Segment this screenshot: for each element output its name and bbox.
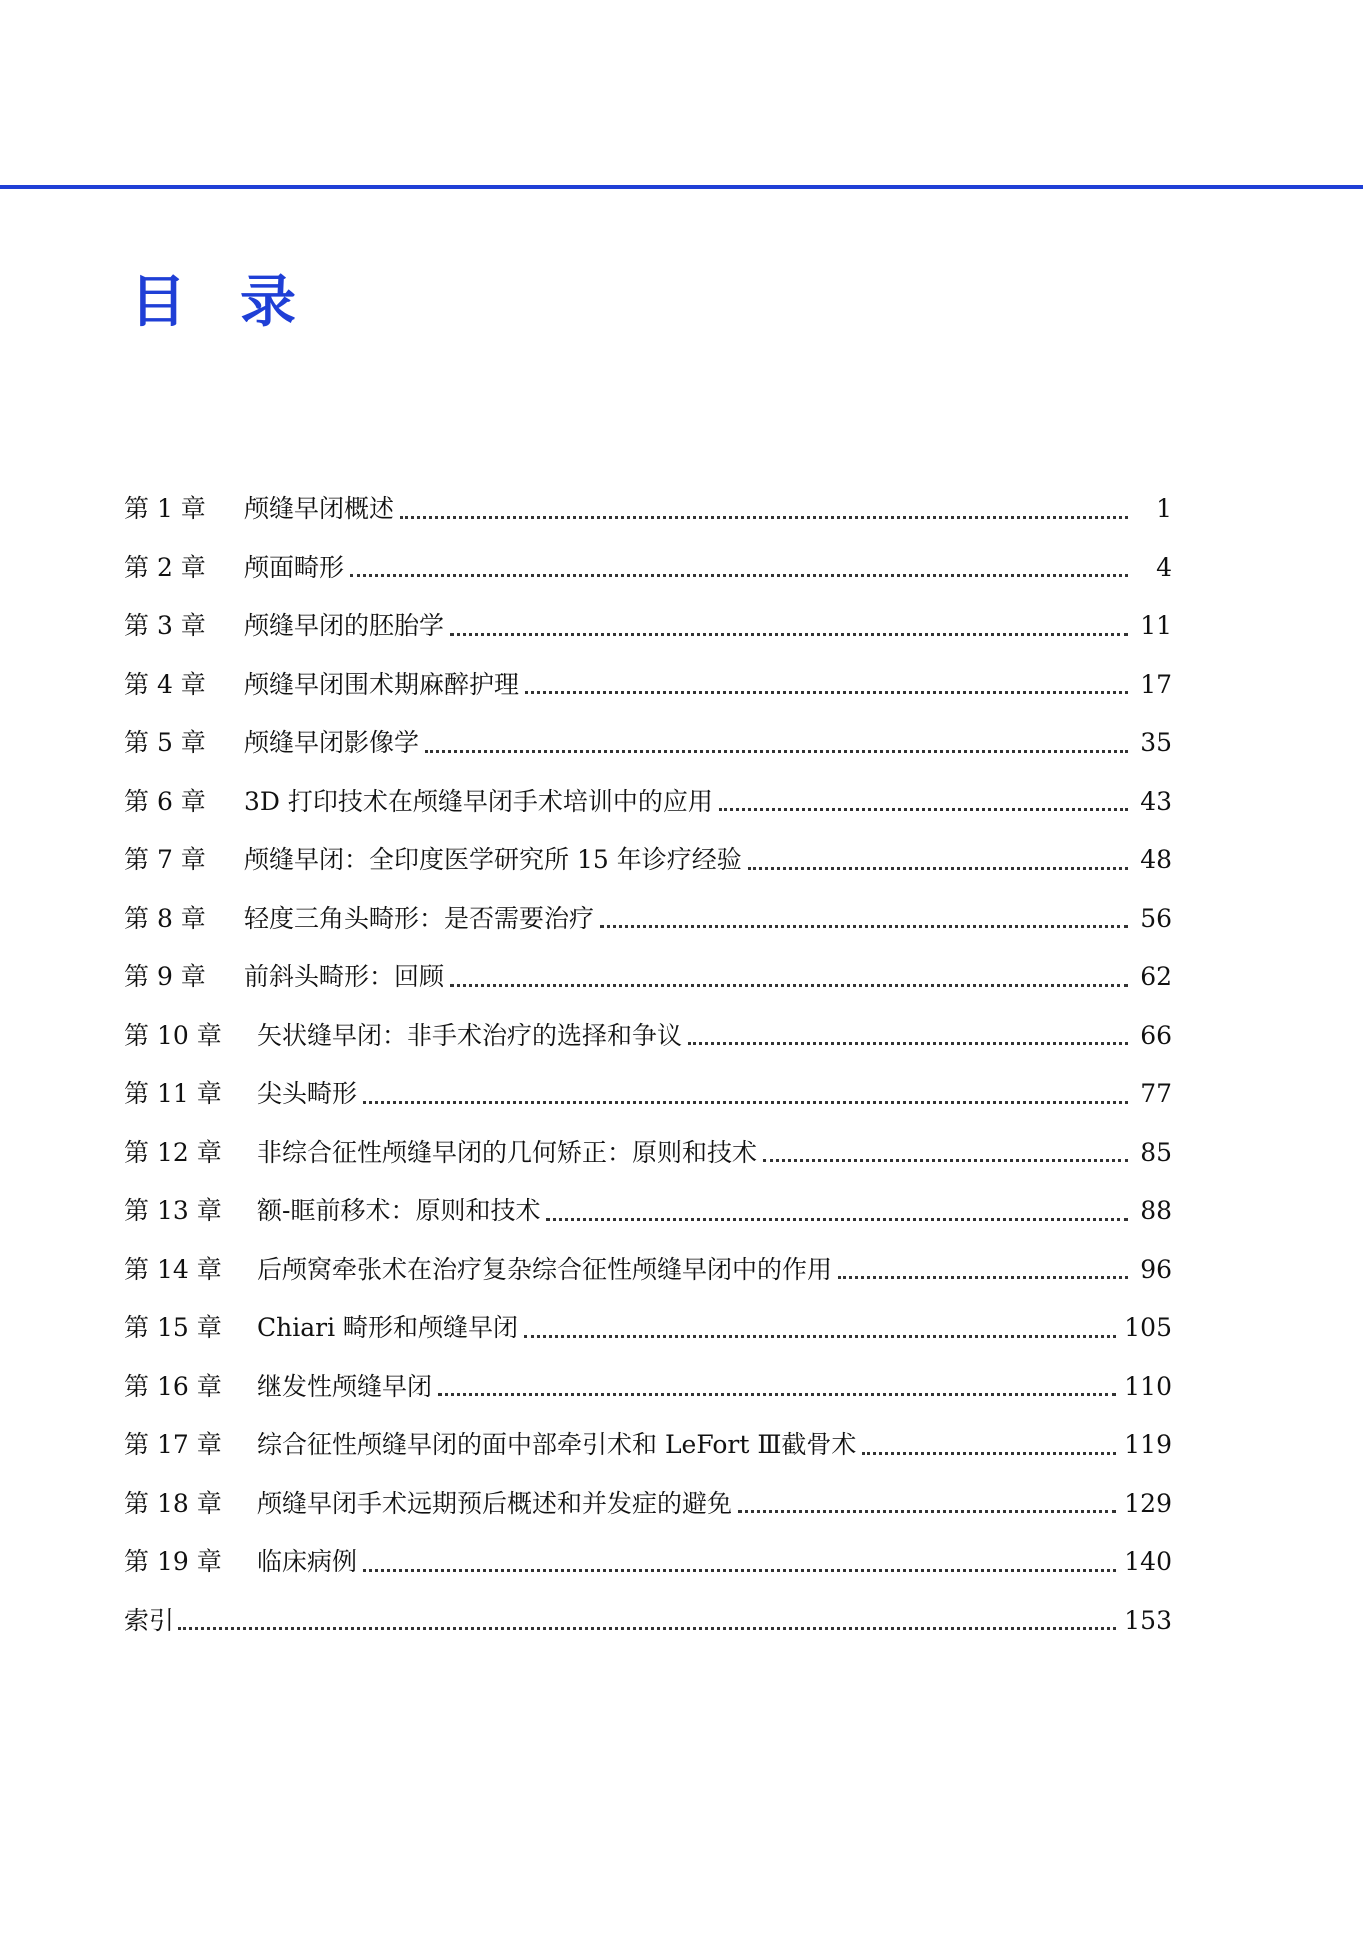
toc-chapter-title: 前斜头畸形：回顾 [244,962,445,991]
toc-chapter-number: 第 16 章 [124,1371,222,1401]
toc-page-number: 43 [1140,786,1172,816]
toc-chapter-title: 颅缝早闭：全印度医学研究所 15 年诊疗经验 [244,845,742,874]
dot-leader [425,750,1128,753]
toc-chapter-number: 第 19 章 [124,1547,222,1576]
toc-entry[interactable] [124,714,1172,773]
toc-chapter-title: 颅缝早闭概述 [244,494,395,523]
toc-chapter-number: 第 7 章 [124,845,206,874]
toc-chapter-number: 第 10 章 [124,1020,222,1050]
toc-chapter-title: 非综合征性颅缝早闭的几何矫正：原则和技术 [257,1137,758,1167]
toc-entry[interactable] [124,890,1172,949]
toc-chapter-title: 轻度三角头畸形：是否需要治疗 [244,903,595,933]
toc-chapter-title: 颅缝早闭影像学 [244,728,420,757]
toc-page-number: 96 [1140,1254,1172,1284]
toc-chapter-title: 临床病例 [257,1547,358,1576]
dot-leader [600,925,1128,928]
toc-page-number: 11 [1140,611,1172,640]
toc-page-number: 48 [1140,845,1172,874]
toc-chapter-title: 尖头畸形 [257,1079,358,1108]
toc-chapter-title: 继发性颅缝早闭 [257,1371,433,1401]
dot-leader [450,633,1128,636]
dot-leader [763,1159,1128,1162]
toc-chapter-title: 综合征性颅缝早闭的面中部牵引术和 LeFort Ⅲ截骨术 [257,1430,857,1459]
dot-leader [719,808,1128,811]
toc-page-number: 77 [1140,1079,1172,1108]
toc-chapter-number: 第 6 章 [124,786,206,816]
dot-leader [363,1101,1128,1104]
toc-chapter-title: 颅缝早闭手术远期预后概述和并发症的避免 [257,1488,733,1518]
toc-entry[interactable] [124,1416,1172,1475]
toc-page-number: 85 [1140,1137,1172,1167]
toc-page-number: 35 [1140,728,1172,757]
toc-entry[interactable] [124,948,1172,1007]
toc-page-number: 62 [1140,962,1172,991]
toc-chapter-number: 第 8 章 [124,903,206,933]
toc-page-number: 153 [1124,1605,1172,1635]
toc-page-number: 140 [1124,1547,1172,1576]
toc-chapter-number: 第 5 章 [124,728,206,757]
toc-chapter-number: 第 2 章 [124,552,206,582]
toc-page-number: 66 [1140,1020,1172,1050]
dot-leader [738,1510,1116,1513]
dot-leader [363,1569,1116,1572]
table-of-contents [124,480,1172,1650]
toc-chapter-title: Chiari 畸形和颅缝早闭 [257,1313,519,1342]
toc-index-title: 索引 [124,1605,175,1635]
toc-chapter-number: 第 9 章 [124,962,206,991]
toc-page-number: 4 [1156,552,1172,582]
toc-chapter-title: 矢状缝早闭：非手术治疗的选择和争议 [257,1020,683,1050]
toc-page-number: 119 [1124,1430,1172,1459]
toc-entry[interactable] [124,831,1172,890]
toc-chapter-number: 第 11 章 [124,1079,222,1108]
toc-entry[interactable] [124,597,1172,656]
toc-chapter-number: 第 12 章 [124,1137,222,1167]
toc-entry[interactable] [124,656,1172,715]
toc-chapter-number: 第 18 章 [124,1488,222,1518]
toc-chapter-number: 第 14 章 [124,1254,222,1284]
toc-chapter-number: 第 3 章 [124,611,206,640]
toc-page-number: 17 [1140,669,1172,699]
page-title: 目录 [130,270,350,335]
dot-leader [400,516,1128,519]
dot-leader [178,1627,1116,1630]
dot-leader [838,1276,1128,1279]
toc-chapter-title: 额-眶前移术：原则和技术 [257,1196,541,1225]
dot-leader [748,867,1128,870]
toc-entry[interactable] [124,1007,1172,1066]
toc-chapter-number: 第 13 章 [124,1196,222,1225]
toc-index-entry[interactable] [124,1592,1172,1651]
toc-entry[interactable] [124,480,1172,539]
toc-entry[interactable] [124,539,1172,598]
toc-chapter-title: 颅缝早闭的胚胎学 [244,611,445,640]
header-rule [0,185,1363,189]
dot-leader [438,1393,1116,1396]
toc-page-number: 88 [1140,1196,1172,1225]
dot-leader [450,984,1128,987]
toc-entry[interactable] [124,1358,1172,1417]
toc-page-number: 1 [1156,494,1172,523]
dot-leader [546,1218,1128,1221]
toc-chapter-number: 第 17 章 [124,1430,222,1459]
toc-entry[interactable] [124,1124,1172,1183]
dot-leader [525,691,1128,694]
toc-entry[interactable] [124,1241,1172,1300]
toc-chapter-title: 颅缝早闭围术期麻醉护理 [244,669,520,699]
dot-leader [688,1042,1128,1045]
toc-entry[interactable] [124,1475,1172,1534]
dot-leader [350,574,1128,577]
dot-leader [524,1335,1116,1338]
toc-page-number: 129 [1124,1488,1172,1518]
toc-chapter-number: 第 4 章 [124,669,206,699]
toc-chapter-number: 第 15 章 [124,1313,222,1342]
toc-page-number: 110 [1124,1371,1172,1401]
toc-chapter-title: 3D 打印技术在颅缝早闭手术培训中的应用 [244,786,713,816]
toc-entry[interactable] [124,1533,1172,1592]
toc-page-number: 56 [1140,903,1172,933]
toc-chapter-title: 颅面畸形 [244,552,345,582]
toc-chapter-number: 第 1 章 [124,494,206,523]
toc-chapter-title: 后颅窝牵张术在治疗复杂综合征性颅缝早闭中的作用 [257,1254,833,1284]
dot-leader [862,1452,1116,1455]
toc-entry[interactable] [124,1182,1172,1241]
toc-entry[interactable] [124,1065,1172,1124]
toc-entry[interactable] [124,1299,1172,1358]
toc-entry[interactable] [124,773,1172,832]
toc-page-number: 105 [1124,1313,1172,1342]
